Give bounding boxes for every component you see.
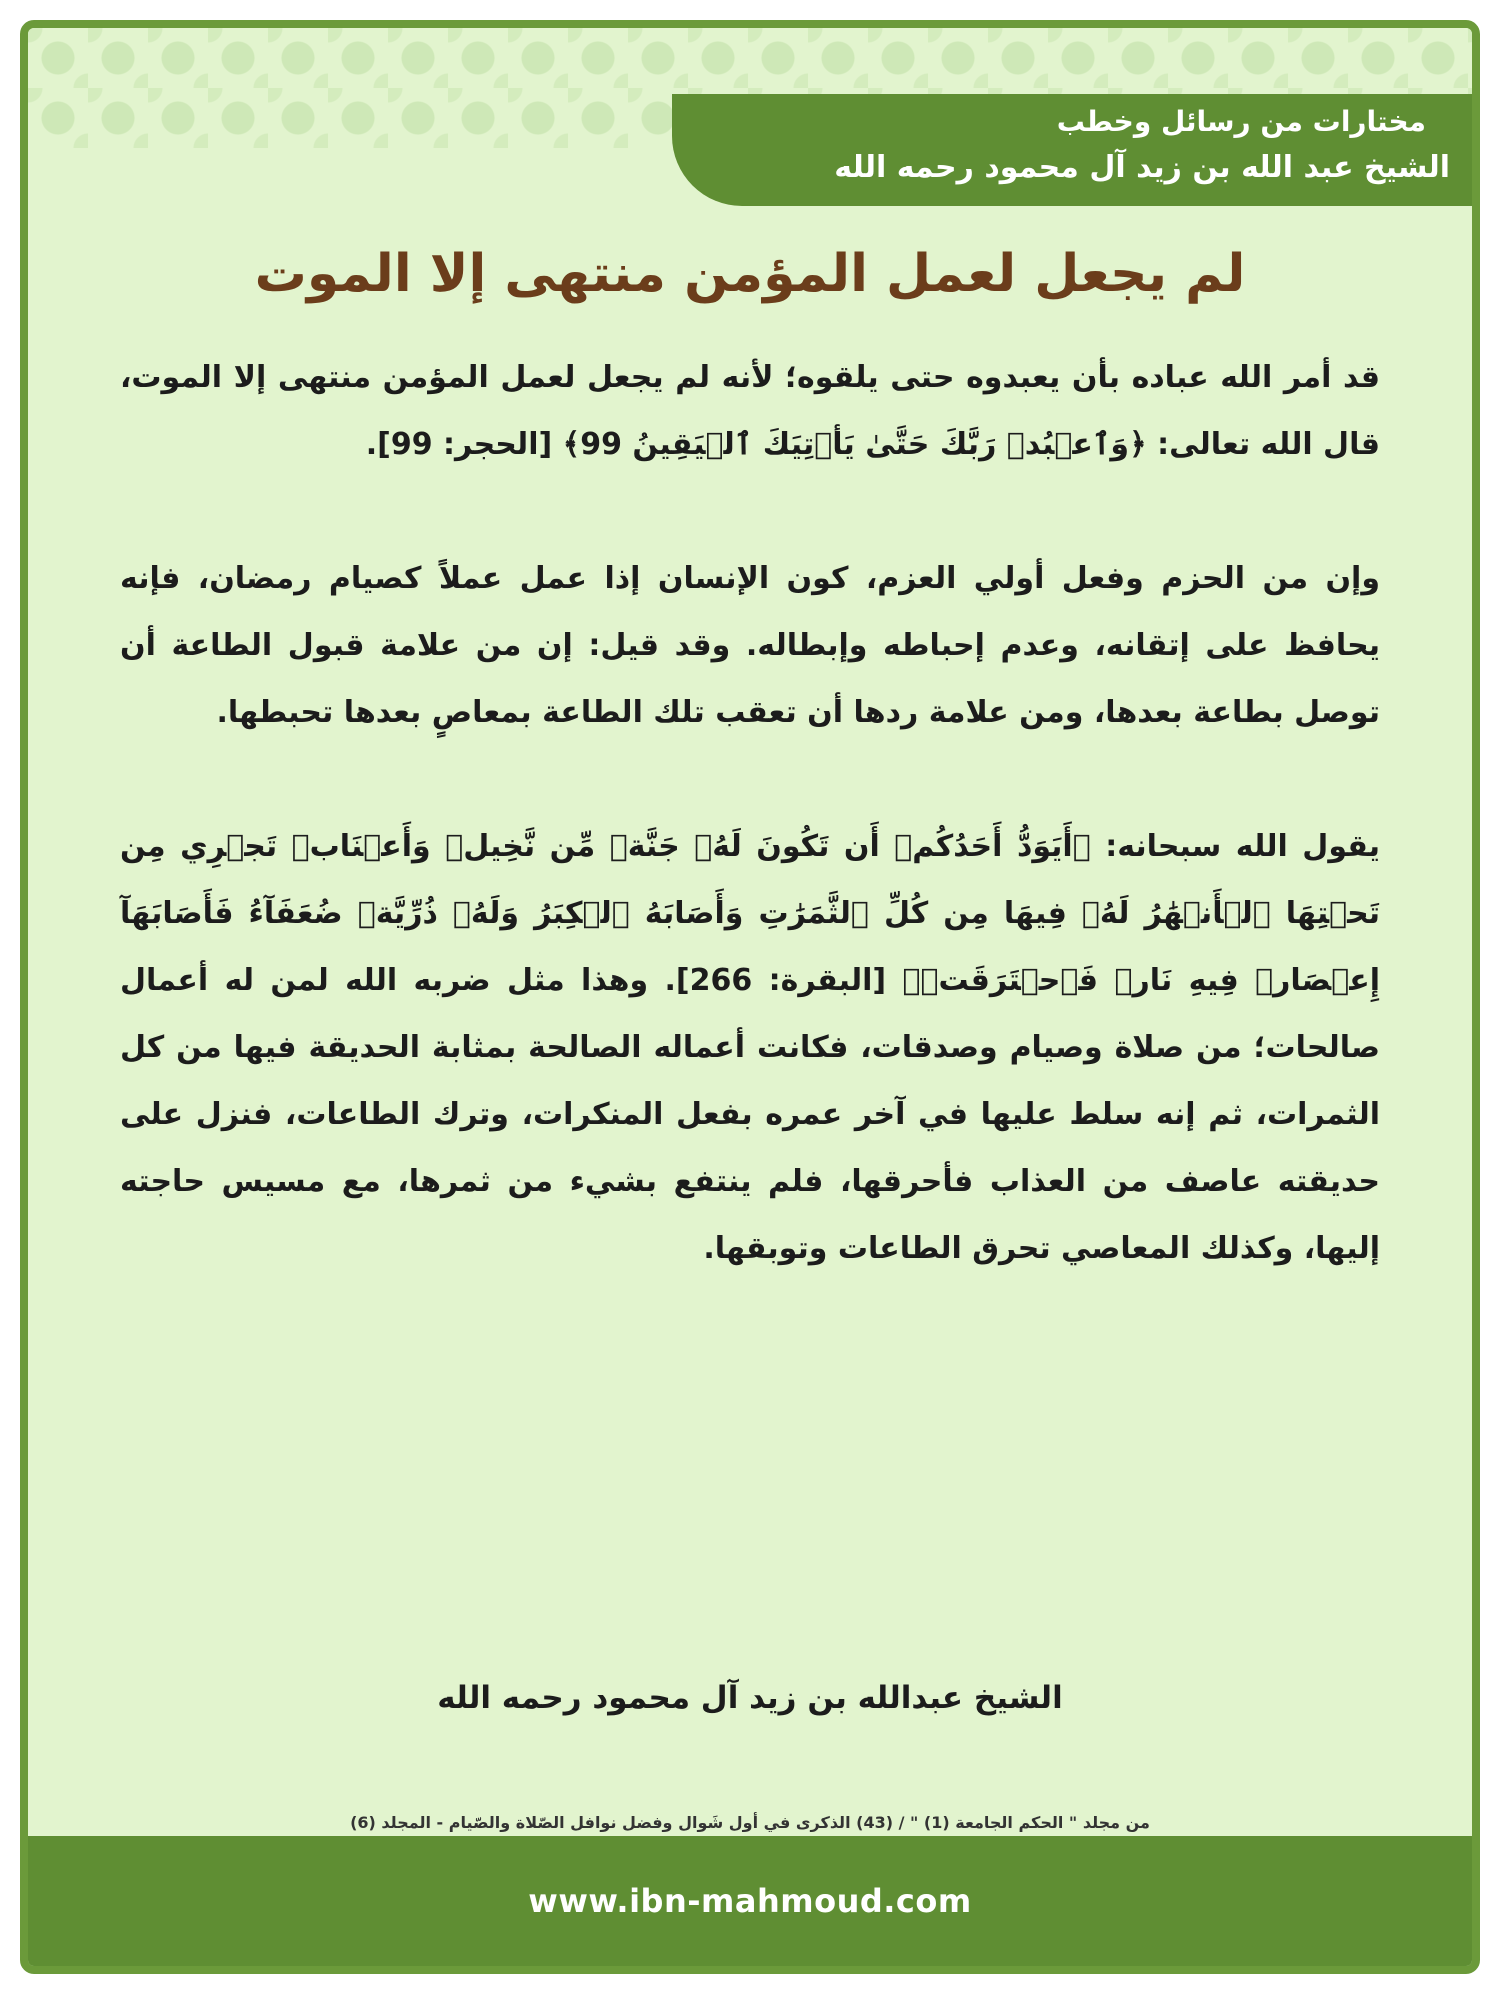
footer-bar [28, 1836, 1472, 1966]
paragraph: وإن من الحزم وفعل أولي العزم، كون الإنسان إذا عمل عملاً كصيام رمضان، فإنه يحافظ على إتقانه، وعدم إحباطه وإبطاله. وقد قيل: إن من علامة قبول الطاعة أن توصل بطاعة بعدها، ومن علامة ردها أن تعقب تلك الطاعة بمعاصٍ بعدها تحبطها. [120, 561, 1380, 730]
article-card [20, 20, 1480, 1974]
signature: الشيخ عبدالله بن زيد آل محمود رحمه الله [437, 1680, 1063, 1716]
series-title: مختارات من رسائل وخطب [1056, 105, 1426, 138]
header-banner [672, 94, 1472, 206]
author-header: الشيخ عبد الله بن زيد آل محمود رحمه الله [834, 150, 1450, 185]
source-citation: من مجلد " الحكم الجامعة (1) " / (43) الذكرى في أول شَوال وفضل نوافل الصّلاة والصّيام - المجلد (6) [350, 1813, 1150, 1832]
website-link[interactable]: www.ibn-mahmoud.com [528, 1882, 972, 1920]
paragraph: يقول الله سبحانه: ﴿أَيَوَدُّ أَحَدُكُمۡ أَن تَكُونَ لَهُۥ جَنَّةٞ مِّن نَّخِيلٖ وَأَعۡنَابٖ تَجۡرِي مِن تَحۡتِهَا ٱلۡأَنۡهَٰرُ لَهُۥ فِيهَا مِن كُلِّ ٱلثَّمَرَٰتِ وَأَصَابَهُ ٱلۡكِبَرُ وَلَهُۥ ذُرِّيَّةٞ ضُعَفَآءُ فَأَصَابَهَآ إِعۡصَارٞ فِيهِ نَارٞ فَٱحۡتَرَقَتۡ﴾ [البقرة: 266]. وهذا مثل ضربه الله لمن له أعمال صالحات؛ من صلاة وصيام وصدقات، فكانت أعماله الصالحة بمثابة الحديقة فيها من كل الثمرات، ثم إنه سلط عليها في آخر عمره بفعل المنكرات، وترك الطاعات، فنزل على حديقته عاصف من العذاب فأحرقها، فلم ينتفع بشيء من ثمرها، مع مسيس حاجته إليها، وكذلك المعاصي تحرق الطاعات وتوبقها. [120, 829, 1380, 1266]
article-title: لم يجعل لعمل المؤمن منتهى إلا الموت [254, 244, 1246, 304]
article-body [120, 344, 1380, 1282]
paragraph: قد أمر الله عباده بأن يعبدوه حتى يلقوه؛ لأنه لم يجعل لعمل المؤمن منتهى إلا الموت، قال الله تعالى: ﴿وَٱعۡبُدۡ رَبَّكَ حَتَّىٰ يَأۡتِيَكَ ٱلۡيَقِينُ 99﴾ [الحجر: 99]. [120, 360, 1380, 462]
